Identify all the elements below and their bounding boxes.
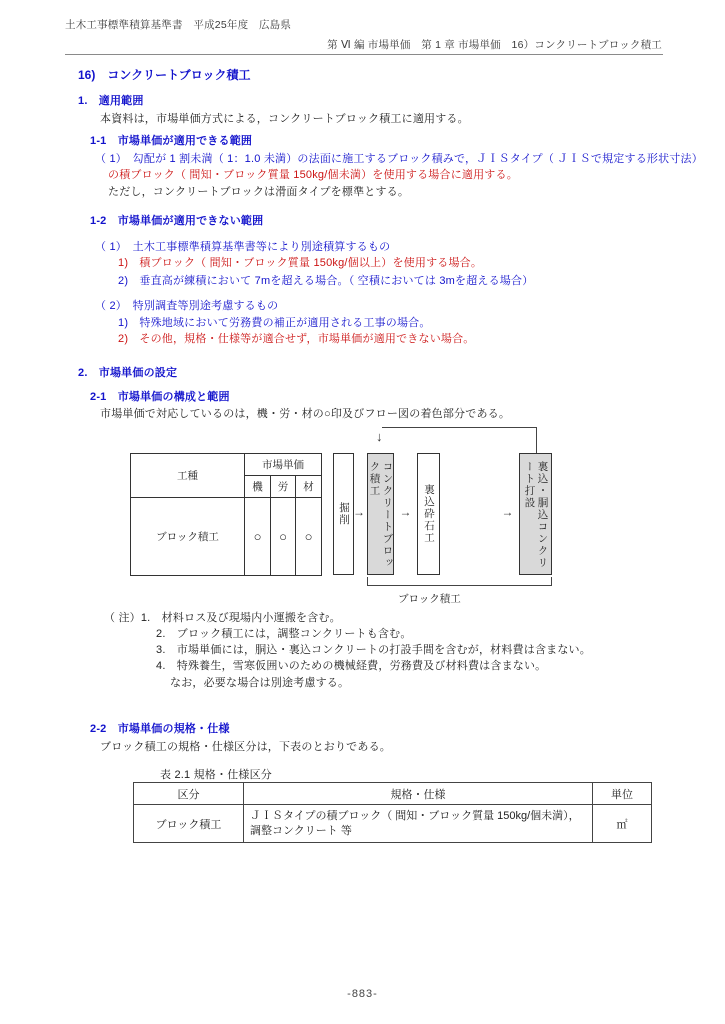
- spec-header-category: 区分: [134, 783, 244, 805]
- flow-box-backfill-gravel: [417, 453, 440, 575]
- section-1-2-heading: 1-2 市場単価が適用できない範囲: [90, 215, 264, 227]
- section-2-2-heading: 2-2 市場単価の規格・仕様: [90, 723, 230, 735]
- section-2-1-intro: 市場単価で対応しているのは，機・労・材の○印及びフロー図の着色部分である。: [100, 408, 511, 420]
- down-arrow-icon: ↓: [376, 429, 383, 444]
- spec-row-specification-line2: 調整コンクリート 等: [250, 824, 352, 837]
- note-4-continuation: なお，必要な場合は別途考慮する。: [170, 677, 350, 689]
- section-1-2-item1-sub2: 2) 垂直高が練積において 7mを超える場合。（ 空積においては 3mを超える場合）: [118, 275, 534, 287]
- flow-box-backfill-concrete-placing: [519, 453, 552, 575]
- right-arrow-icon: →: [399, 505, 412, 519]
- work-row-label-cell: ブロック積工: [131, 498, 245, 576]
- note-2: 2. ブロック積工には，調整コンクリートも含む。: [156, 628, 412, 640]
- labor-mark-cell: ○: [271, 498, 296, 576]
- section-1-1-item1-line1: （ 1） 勾配が 1 割未満（ 1：1.0 未満）の法面に施工するブロック積みで，ＪＩＳタイプ（ ＪＩＳで規定する形状寸法）: [95, 153, 703, 165]
- material-mark-cell: ○: [296, 498, 322, 576]
- note-4: 4. 特殊養生，雪寒仮囲いのための機械経費，労務費及び材料費は含まない。: [156, 660, 547, 672]
- market-price-header-cell: 市場単価: [245, 454, 322, 476]
- section-1-2-item2-sub2: 2) その他，規格・仕様等が適合せず，市場単価が適用できない場合。: [118, 333, 475, 345]
- bracket-right-tick: [551, 577, 552, 585]
- spec-table: [133, 782, 652, 843]
- bracket-left-tick: [367, 577, 368, 585]
- flow-box-backfill-gravel-label: 裏込砕石工: [423, 484, 435, 544]
- section-1-2-item1-heading: （ 1） 土木工事標準積算基準書等により別途積算するもの: [95, 241, 391, 253]
- spec-header-unit: 単位: [593, 783, 652, 805]
- spec-table-caption: 表 2.1 規格・仕様区分: [160, 769, 273, 781]
- section-2-heading: 2. 市場単価の設定: [78, 367, 178, 379]
- bracket-bottom-line: [367, 585, 552, 586]
- machine-mark-cell: ○: [245, 498, 271, 576]
- labor-header-cell: 労: [271, 476, 296, 498]
- section-1-1-heading: 1-1 市場単価が適用できる範囲: [90, 135, 253, 147]
- section-1-1-item1-line3: ただし，コンクリートブロックは滑面タイプを標準とする。: [108, 186, 410, 198]
- page-number: -883-: [347, 988, 378, 1000]
- section-2-1-heading: 2-1 市場単価の構成と範囲: [90, 391, 230, 403]
- note-3: 3. 市場単価には，胴込・裏込コンクリートの打設手間を含むが，材料費は含まない。: [156, 644, 591, 656]
- header-divider: [65, 54, 663, 55]
- bracket-label: ブロック積工: [398, 593, 461, 605]
- spec-row-category: ブロック積工: [134, 805, 244, 843]
- flow-box-excavation-label: 掘削: [338, 502, 350, 526]
- right-arrow-icon: →: [501, 505, 514, 519]
- page-title: 16) コンクリートブロック積工: [78, 68, 251, 82]
- material-header-cell: 材: [296, 476, 322, 498]
- spec-row-unit: ㎡: [593, 805, 652, 843]
- flow-box-backfill-concrete-placing-label: 裏込・胴込コンクリート打設: [523, 461, 549, 569]
- spec-header-specification: 規格・仕様: [244, 783, 593, 805]
- flow-box-concrete-block-masonry: [367, 453, 394, 575]
- spec-row-specification: [244, 805, 593, 843]
- doc-header-right: 第 Ⅵ 編 市場単価 第 1 章 市場単価 16）コンクリートブロック積工: [327, 39, 662, 51]
- machine-header-cell: 機: [245, 476, 271, 498]
- connector-horizontal-line: [382, 427, 537, 428]
- section-2-2-intro: ブロック積工の規格・仕様区分は，下表のとおりである。: [100, 741, 391, 753]
- section-1-2-item2-sub1: 1) 特殊地域において労務費の補正が適用される工事の場合。: [118, 317, 431, 329]
- section-1-2-item1-sub1: 1) 積ブロック（ 間知・ブロック質量 150kg/個以上）を使用する場合。: [118, 257, 483, 269]
- section-1-1-item1-line2: の積ブロック（ 間知・ブロック質量 150kg/個未満）を使用する場合に適用する。: [108, 169, 518, 181]
- work-price-table: [130, 453, 322, 576]
- doc-header-left: 土木工事標準積算基準書 平成25年度 広島県: [65, 19, 292, 31]
- section-1-2-item2-heading: （ 2） 特別調査等別途考慮するもの: [95, 300, 279, 312]
- flow-box-concrete-block-masonry-label: コンクリートブロック積工: [368, 461, 394, 569]
- note-1: （ 注）1. 材料ロス及び現場内小運搬を含む。: [104, 612, 341, 624]
- spec-row-specification-line1: ＪＩＳタイプの積ブロック（ 間知・ブロック質量 150kg/個未満），: [250, 809, 580, 822]
- section-1-intro: 本資料は，市場単価方式による，コンクリートブロック積工に適用する。: [100, 113, 469, 125]
- work-type-header-cell: 工種: [131, 454, 245, 498]
- connector-right-drop-line: [536, 427, 537, 454]
- right-arrow-icon: →: [353, 505, 365, 519]
- section-1-heading: 1. 適用範囲: [78, 95, 144, 107]
